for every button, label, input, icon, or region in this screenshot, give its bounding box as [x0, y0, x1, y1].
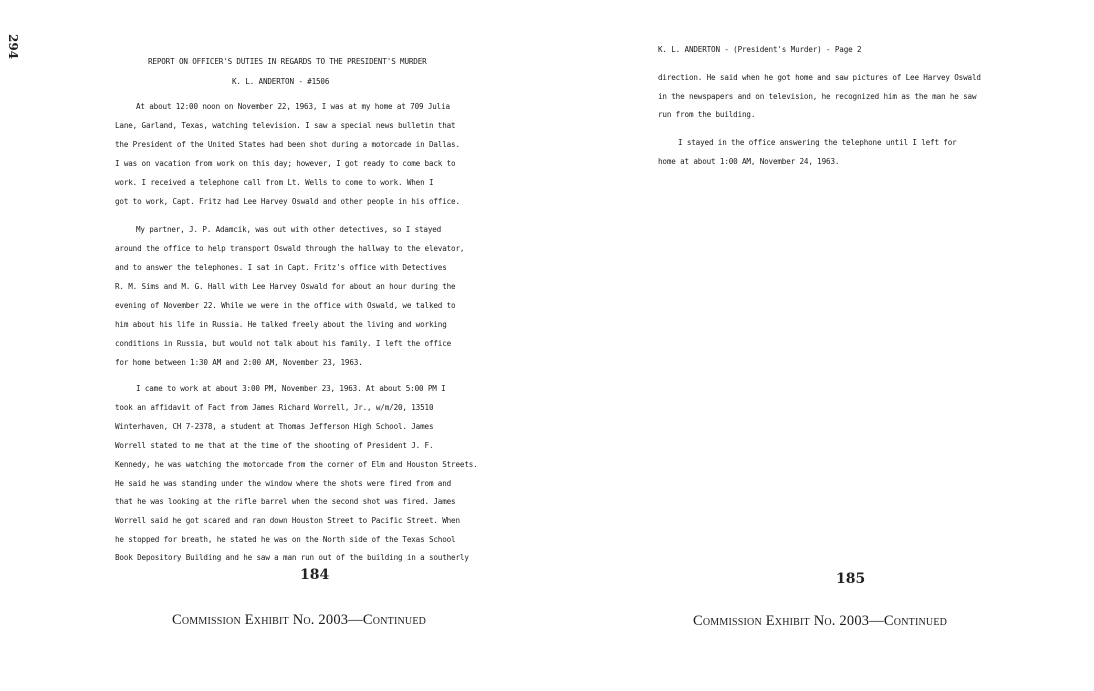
page-number-left: 184 — [300, 567, 330, 583]
text-line: I came to work at about 3:00 PM, November 23, 1963. At about 5:00 PM I — [136, 384, 446, 393]
text-line: direction. He said when he got home and saw pictures of Lee Harvey Oswald — [658, 73, 981, 82]
text-line: for home between 1:30 AM and 2:00 AM, November 23, 1963. — [115, 358, 363, 367]
page-number-right: 185 — [836, 571, 866, 587]
text-line: At about 12:00 noon on November 22, 1963, I was at my home at 709 Julia — [136, 102, 450, 111]
text-line: the President of the United States had been shot during a motorcade in Dallas. — [115, 140, 460, 149]
text-line: conditions in Russia, but would not talk about his family. I left the office — [115, 339, 452, 348]
text-line: home at about 1:00 AM, November 24, 1963. — [658, 157, 840, 166]
text-line: Worrell stated to me that at the time of the shooting of President J. F. — [115, 441, 434, 450]
text-line: took an affidavit of Fact from James Richard Worrell, Jr., w/m/20, 13510 — [115, 403, 434, 412]
page-header: K. L. ANDERTON - (President's Murder) - Page 2 — [658, 45, 862, 54]
text-line: Worrell said he got scared and ran down Houston Street to Pacific Street. When — [115, 516, 460, 525]
report-subtitle: K. L. ANDERTON - #1506 — [232, 77, 330, 86]
exhibit-caption-right: Commission Exhibit No. 2003—Continued — [693, 613, 948, 629]
text-line: that he was looking at the rifle barrel when the second shot was fired. James — [115, 497, 456, 506]
text-line: Winterhaven, CH 7-2378, a student at Thomas Jefferson High School. James — [115, 422, 434, 431]
text-line: Kennedy, he was watching the motorcade from the corner of Elm and Houston Streets. — [115, 460, 478, 469]
text-line: in the newspapers and on television, he recognized him as the man he saw — [658, 92, 977, 101]
text-line: he stopped for breath, he stated he was on the North side of the Texas School — [115, 535, 456, 544]
text-line: Book Depository Building and he saw a man run out of the building in a southerly — [115, 553, 469, 562]
right-page — [547, 0, 1094, 691]
text-line: around the office to help transport Oswald through the hallway to the elevator, — [115, 244, 465, 253]
text-line: I stayed in the office answering the telephone until I left for — [678, 138, 957, 147]
text-line: R. M. Sims and M. G. Hall with Lee Harvey Oswald for about an hour during the — [115, 282, 456, 291]
text-line: He said he was standing under the window where the shots were fired from and — [115, 479, 452, 488]
text-line: I was on vacation from work on this day; however, I got ready to come back to — [115, 159, 456, 168]
text-line: evening of November 22. While we were in the office with Oswald, we talked to — [115, 301, 456, 310]
text-line: and to answer the telephones. I sat in Capt. Fritz's office with Detectives — [115, 263, 447, 272]
exhibit-caption-left: Commission Exhibit No. 2003—Continued — [172, 612, 427, 628]
text-line: Lane, Garland, Texas, watching television. I saw a special news bulletin that — [115, 121, 456, 130]
text-line: run from the building. — [658, 110, 756, 119]
report-title: REPORT ON OFFICER'S DUTIES IN REGARDS TO THE PRESIDENT'S MURDER — [148, 57, 427, 66]
text-line: work. I received a telephone call from Lt. Wells to come to work. When I — [115, 178, 434, 187]
volume-page-number: 294 — [6, 34, 20, 60]
text-line: him about his life in Russia. He talked freely about the living and working — [115, 320, 447, 329]
text-line: My partner, J. P. Adamcik, was out with other detectives, so I stayed — [136, 225, 442, 234]
text-line: got to work, Capt. Fritz had Lee Harvey Oswald and other people in his office. — [115, 197, 460, 206]
